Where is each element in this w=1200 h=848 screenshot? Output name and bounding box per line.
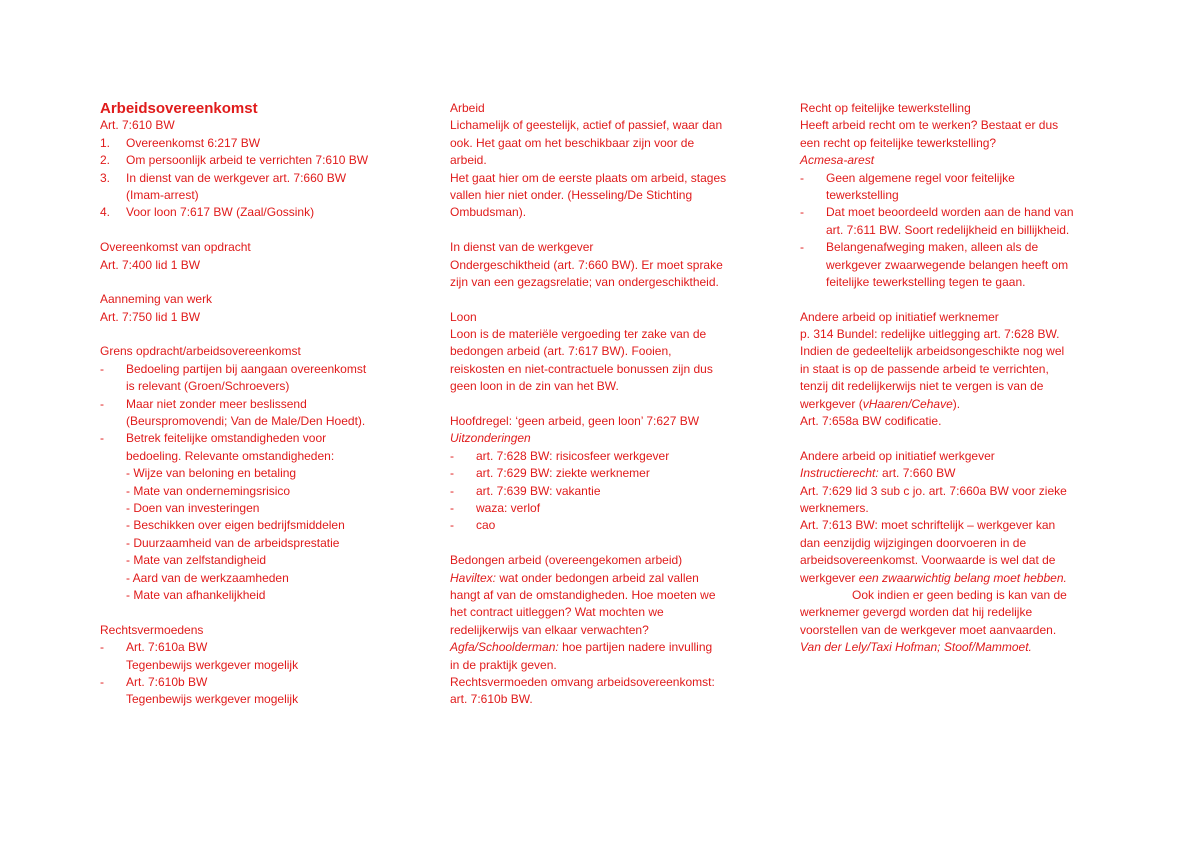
blank-line [100,222,430,239]
line-text: Andere arbeid op initiatief werknemer [800,309,999,324]
text-line [100,413,430,430]
text-line [800,570,1110,587]
line-text: reiskosten en niet-contractuele bonussen zijn dus [450,361,713,376]
line-text: bedongen arbeid (art. 7:617 BW). Fooien, [450,344,672,359]
line-text: werkgever zwaarwegende belangen heeft om [826,257,1069,272]
list-item [100,361,430,378]
text-line [450,639,780,656]
line-text: p. 314 Bundel: redelijke uitlegging art. 7:628 BW. [800,327,1060,342]
text-line [100,535,430,552]
text-line [100,378,430,395]
text-run: ). [952,396,961,411]
line-text: art. 7:639 BW: vakantie [476,483,601,498]
text-line [100,291,430,308]
list-bullet: 3. [100,170,111,185]
line-text: art. 7:629 BW: ziekte werknemer [476,466,650,481]
line-text: Ombudsman). [450,205,527,220]
line-text: Acmesa-arest [800,153,875,168]
text-line [450,691,780,708]
list-item [450,465,780,482]
blank-line [800,291,1110,308]
italic-text: een zwaarwichtig belang moet hebben. [858,570,1067,585]
line-text: Loon [450,309,477,324]
text-line [100,309,430,326]
text-line [800,187,1110,204]
list-item [800,204,1110,221]
text-line [800,587,1110,604]
text-line [800,500,1110,517]
list-bullet: - [450,518,454,533]
line-text: Loon is de materiële vergoeding ter zake van de [450,327,707,342]
text-line [450,326,780,343]
line-text: Rechtsvermoedens [100,622,204,637]
list-item [100,170,430,187]
line-text: Lichamelijk of geestelijk, actief of passief, waar dan [450,118,723,133]
line-text: Ondergeschiktheid (art. 7:660 BW). Er moet sprake [450,257,723,272]
text-run: werkgever ( [800,396,863,411]
italic-text: vHaaren/Cehave [862,396,953,411]
list-item [100,430,430,447]
line-text: Het gaat hier om de eerste plaats om arbeid, stages [450,170,727,185]
line-text: werknemer gevergd worden dat hij redelijke [800,605,1033,620]
text-line [100,517,430,534]
text-line [450,570,780,587]
line-text: art. 7:628 BW: risicosfeer werkgever [476,448,670,463]
text-line [800,361,1110,378]
line-text: - Mate van ondernemingsrisico [126,483,291,498]
text-line [450,657,780,674]
line-text: arbeidsovereenkomst. Voorwaarde is wel dat de [800,553,1056,568]
line-text: Art. 7:658a BW codificatie. [800,414,942,429]
line-text: Belangenafweging maken, alleen als de [826,240,1039,255]
line-text: Art. 7:613 BW: moet schriftelijk – werkgever kan [800,518,1056,533]
list-item [100,396,430,413]
line-text: Om persoonlijk arbeid te verrichten 7:610 BW [126,153,369,168]
line-text: Art. 7:610 BW [100,118,175,133]
text-line [450,309,780,326]
line-text: - Doen van investeringen [126,500,260,515]
line-text: redelijkerwijs van elkaar verwachten? [450,622,649,637]
text-line [450,100,780,117]
line-text: Recht op feitelijke tewerkstelling [800,101,971,115]
list-bullet: - [100,361,104,376]
line-text: - Duurzaamheid van de arbeidsprestatie [126,535,340,550]
list-item [100,639,430,656]
line-text: (Beurspromovendi; Van de Male/Den Hoedt). [126,414,366,429]
text-line [450,152,780,169]
text-run: art. 7:660 BW [878,466,956,481]
text-line [800,152,1110,169]
text-line [450,413,780,430]
line-text: - Wijze van beloning en betaling [126,466,297,481]
text-line [450,257,780,274]
line-text: - Mate van afhankelijkheid [126,587,266,602]
text-line [100,448,430,465]
line-text: - Aard van de werkzaamheden [126,570,289,585]
line-text: Overeenkomst van opdracht [100,240,251,255]
line-text: Indien de gedeeltelijk arbeidsongeschikte nog wel [800,344,1065,359]
line-text: een recht op feitelijke tewerkstelling? [800,135,997,150]
text-line [450,117,780,134]
blank-line [100,274,430,291]
line-text: Art. 7:610b BW [126,674,208,689]
list-bullet: 1. [100,135,111,150]
list-item [100,135,430,152]
line-text: - Beschikken over eigen bedrijfsmiddelen [126,518,345,533]
italic-text: Haviltex: [450,570,497,585]
section-title [100,100,430,117]
blank-line [450,222,780,239]
text-line [450,430,780,447]
line-text: Overeenkomst 6:217 BW [126,135,261,150]
line-text: Van der Lely/Taxi Hofman; Stoof/Mammoet. [800,640,1032,655]
line-text: Art. 7:400 lid 1 BW [100,257,201,272]
column-left [100,100,430,709]
line-text: zijn van een gezagsrelatie; van ondergeschiktheid. [450,274,719,289]
list-item [450,517,780,534]
line-text: art. 7:611 BW. Soort redelijkheid en billijkheid. [826,222,1070,237]
text-run: werkgever [800,570,859,585]
text-line [450,604,780,621]
text-line [100,343,430,360]
text-line [100,570,430,587]
text-line [450,587,780,604]
text-line [100,465,430,482]
list-item [800,170,1110,187]
blank-line [450,396,780,413]
list-item [450,448,780,465]
italic-text: Agfa/Schoolderman: [450,640,559,655]
line-text: voorstellen van de werkgever moet aanvaarden. [800,622,1057,637]
list-item [100,152,430,169]
text-line [100,257,430,274]
text-line [450,187,780,204]
text-line [800,257,1110,274]
text-line [100,587,430,604]
line-text: dan eenzijdig wijzigingen doorvoeren in de [800,535,1027,550]
list-bullet: 2. [100,153,111,168]
text-line [800,378,1110,395]
list-bullet: - [800,170,804,185]
column-right [800,100,1110,657]
text-line [450,170,780,187]
blank-line [100,326,430,343]
text-line [800,274,1110,291]
text-line [100,552,430,569]
text-line [800,639,1110,656]
text-line [800,309,1110,326]
line-text: cao [476,518,496,533]
line-text: Tegenbewijs werkgever mogelijk [126,657,299,672]
line-text: Voor loon 7:617 BW (Zaal/Gossink) [126,205,315,220]
text-line [100,657,430,674]
text-line [800,604,1110,621]
text-line [450,135,780,152]
line-text: Tegenbewijs werkgever mogelijk [126,692,299,707]
italic-text: Instructierecht: [800,466,879,481]
text-line [450,622,780,639]
text-line [450,274,780,291]
list-bullet: 4. [100,205,111,220]
text-line [450,674,780,691]
text-line [100,622,430,639]
list-bullet: - [100,640,104,655]
line-text: in de praktijk geven. [450,657,557,672]
text-line [800,326,1110,343]
line-text: werknemers. [800,500,869,515]
blank-line [100,604,430,621]
text-line [450,239,780,256]
line-text: Bedoeling partijen bij aangaan overeenkomst [126,361,367,376]
list-item [100,674,430,691]
line-text: waza: verlof [476,500,541,515]
line-text: Grens opdracht/arbeidsovereenkomst [100,344,301,359]
line-text: feitelijke tewerkstelling tegen te gaan. [826,274,1026,289]
line-text: In dienst van de werkgever art. 7:660 BW [126,170,347,185]
blank-line [450,291,780,308]
list-bullet: - [800,240,804,255]
line-text: Art. 7:750 lid 1 BW [100,309,201,324]
line-text: tewerkstelling [826,187,899,202]
line-text: arbeid. [450,153,487,168]
line-text: is relevant (Groen/Schroevers) [126,379,290,394]
text-line [100,483,430,500]
column-middle [450,100,780,709]
line-text: Ook indien er geen beding is kan van de [852,587,1067,602]
line-text: bedoeling. Relevante omstandigheden: [126,448,335,463]
line-text: Arbeid [450,101,485,115]
text-line [450,361,780,378]
list-bullet: - [100,674,104,689]
list-bullet: - [100,431,104,446]
text-line [800,100,1110,117]
line-text: Bedongen arbeid (overeengekomen arbeid) [450,553,683,568]
line-text: tenzij dit redelijkerwijs niet te vergen is van de [800,379,1044,394]
text-line [100,239,430,256]
text-line [800,117,1110,134]
list-item [800,239,1110,256]
text-line [800,413,1110,430]
line-text: Rechtsvermoeden omvang arbeidsovereenkomst: [450,674,715,689]
text-line [800,343,1110,360]
line-text: Art. 7:610a BW [126,640,208,655]
text-line [100,691,430,708]
text-line [450,378,780,395]
blank-line [800,430,1110,447]
line-text: Arbeidsovereenkomst [100,100,258,117]
line-text: Dat moet beoordeeld worden aan de hand van [826,205,1074,220]
line-text: hangt af van de omstandigheden. Hoe moeten we [450,587,716,602]
line-text: ook. Het gaat om het beschikbaar zijn voor de [450,135,695,150]
line-text: (Imam-arrest) [126,187,199,202]
line-text: het contract uitleggen? Wat mochten we [450,605,664,620]
list-item [100,204,430,221]
text-run: hoe partijen nadere invulling [558,640,713,655]
line-text: Heeft arbeid recht om te werken? Bestaat er dus [800,118,1059,133]
list-bullet: - [450,500,454,515]
line-text: art. 7:610b BW. [450,692,533,707]
line-text: vallen hier niet onder. (Hesseling/De Stichting [450,187,693,202]
line-text: Andere arbeid op initiatief werkgever [800,448,995,463]
text-line [800,622,1110,639]
text-line [450,204,780,221]
list-bullet: - [800,205,804,220]
text-line [450,552,780,569]
line-text: Uitzonderingen [450,431,531,446]
text-line [450,343,780,360]
line-text: In dienst van de werkgever [450,240,594,255]
text-line [100,117,430,134]
text-line [800,465,1110,482]
text-line [800,396,1110,413]
text-line [800,483,1110,500]
list-bullet: - [450,483,454,498]
line-text: in staat is op de passende arbeid te verrichten, [800,361,1049,376]
list-bullet: - [100,396,104,411]
text-line [800,135,1110,152]
list-item [450,500,780,517]
line-text: Maar niet zonder meer beslissend [126,396,307,411]
line-text: Hoofdregel: ‘geen arbeid, geen loon’ 7:627 BW [450,414,700,429]
line-text: geen loon in de zin van het BW. [450,379,619,394]
list-bullet: - [450,448,454,463]
text-line [100,500,430,517]
text-line [800,222,1110,239]
text-line [800,517,1110,534]
list-item [450,483,780,500]
text-line [800,535,1110,552]
text-line [800,448,1110,465]
line-text: Geen algemene regel voor feitelijke [826,170,1015,185]
text-line [100,187,430,204]
line-text: Aanneming van werk [100,292,213,307]
list-bullet: - [450,466,454,481]
text-line [800,552,1110,569]
text-run: wat onder bedongen arbeid zal vallen [496,570,699,585]
line-text: Betrek feitelijke omstandigheden voor [126,431,327,446]
line-text: - Mate van zelfstandigheid [126,553,267,568]
line-text: Art. 7:629 lid 3 sub c jo. art. 7:660a BW voor zieke [800,483,1067,498]
blank-line [450,535,780,552]
